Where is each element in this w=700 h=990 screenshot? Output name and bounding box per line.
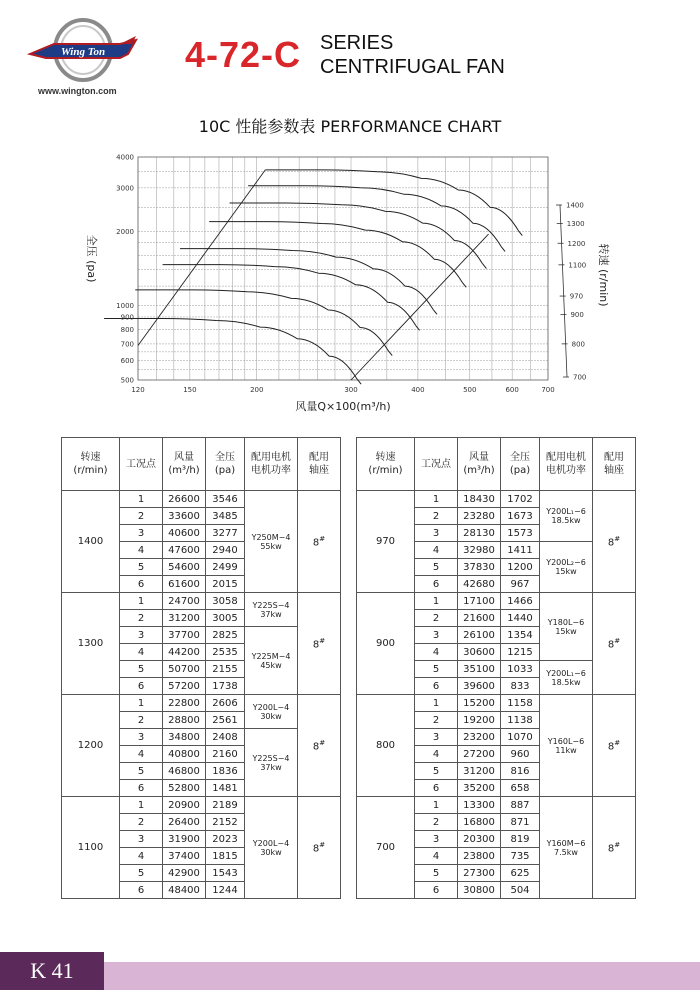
point-cell: 4	[120, 644, 163, 661]
y-axis-label: 全压 (pa)	[85, 234, 98, 283]
point-cell: 4	[415, 644, 458, 661]
y-tick-label: 3000	[116, 184, 134, 193]
pressure-cell: 1543	[206, 865, 245, 882]
pressure-cell: 3546	[206, 491, 245, 508]
flow-cell: 28800	[163, 712, 206, 729]
speed-tick-label: 1300	[566, 219, 585, 228]
y-tick-label: 800	[120, 326, 134, 335]
bearing-cell: 8#	[298, 491, 341, 593]
pressure-cell: 819	[501, 831, 540, 848]
header-motor: 配用电机 电机功率	[245, 438, 298, 491]
pressure-cell: 2160	[206, 746, 245, 763]
pressure-cell: 1738	[206, 678, 245, 695]
flow-cell: 30800	[458, 882, 501, 899]
flow-cell: 46800	[163, 763, 206, 780]
y-tick-label: 1000	[116, 302, 134, 311]
point-cell: 6	[120, 576, 163, 593]
x-axis-label: 风量Q×100(m³/h)	[295, 400, 391, 413]
bearing-cell: 8#	[298, 797, 341, 899]
flow-cell: 20900	[163, 797, 206, 814]
pressure-cell: 504	[501, 882, 540, 899]
point-cell: 6	[415, 576, 458, 593]
speed-tick-label: 800	[571, 340, 586, 349]
point-cell: 6	[120, 882, 163, 899]
bearing-cell: 8#	[593, 695, 636, 797]
flow-cell: 61600	[163, 576, 206, 593]
flow-cell: 22800	[163, 695, 206, 712]
x-tick-label: 700	[541, 386, 555, 394]
motor-cell: Y200L₁−6 18.5kw	[540, 661, 593, 695]
motor-cell: Y160M−6 7.5kw	[540, 797, 593, 899]
fan-type-label: CENTRIFUGAL FAN	[320, 56, 505, 78]
pressure-cell: 887	[501, 797, 540, 814]
pressure-cell: 3058	[206, 593, 245, 610]
flow-cell: 27300	[458, 865, 501, 882]
y-tick-label: 600	[120, 356, 134, 365]
pressure-cell: 1836	[206, 763, 245, 780]
point-cell: 6	[120, 780, 163, 797]
series-line-900	[163, 265, 416, 326]
x-tick-label: 300	[344, 386, 358, 394]
flow-cell: 57200	[163, 678, 206, 695]
speed-tick-label: 970	[569, 292, 584, 301]
motor-cell: Y200L₂−6 15kw	[540, 542, 593, 593]
speed-cell: 1300	[62, 593, 120, 695]
y-tick-label: 2000	[116, 227, 134, 236]
speed-cell: 1400	[62, 491, 120, 593]
pressure-cell: 2155	[206, 661, 245, 678]
flow-cell: 44200	[163, 644, 206, 661]
point-cell: 1	[120, 797, 163, 814]
flow-cell: 34800	[163, 729, 206, 746]
pressure-cell: 2152	[206, 814, 245, 831]
speed-axis	[560, 205, 567, 377]
point-cell: 4	[120, 746, 163, 763]
flow-cell: 26600	[163, 491, 206, 508]
header-flow: 风量 (m³/h)	[458, 438, 501, 491]
motor-cell: Y160L−6 11kw	[540, 695, 593, 797]
point-cell: 2	[120, 712, 163, 729]
flow-cell: 32980	[458, 542, 501, 559]
motor-cell: Y250M−4 55kw	[245, 491, 298, 593]
point-cell: 5	[120, 661, 163, 678]
wing-logo-icon	[24, 14, 142, 86]
header-speed: 转速 (r/min)	[62, 438, 120, 491]
flow-cell: 54600	[163, 559, 206, 576]
pressure-cell: 2561	[206, 712, 245, 729]
speed-cell: 1100	[62, 797, 120, 899]
x-tick-label: 500	[463, 386, 477, 394]
speed-cell: 970	[357, 491, 415, 593]
point-cell: 1	[415, 695, 458, 712]
speed-cell: 700	[357, 797, 415, 899]
pressure-cell: 2499	[206, 559, 245, 576]
chart-grid	[138, 157, 569, 380]
flow-cell: 37400	[163, 848, 206, 865]
series-line-1300	[248, 186, 501, 247]
flow-cell: 26400	[163, 814, 206, 831]
pressure-cell: 1138	[501, 712, 540, 729]
x-tick-label: 150	[183, 386, 197, 394]
flow-cell: 23800	[458, 848, 501, 865]
flow-cell: 21600	[458, 610, 501, 627]
point-cell: 1	[120, 491, 163, 508]
point-cell: 2	[415, 712, 458, 729]
point-cell: 1	[120, 695, 163, 712]
series-line-1200	[230, 203, 483, 264]
header-point: 工况点	[415, 438, 458, 491]
pressure-cell: 3005	[206, 610, 245, 627]
motor-cell: Y225S−4 37kw	[245, 593, 298, 627]
point-cell: 5	[120, 865, 163, 882]
point-cell: 1	[415, 797, 458, 814]
x-tick-label: 600	[505, 386, 519, 394]
pressure-cell: 1702	[501, 491, 540, 508]
motor-cell: Y225M−4 45kw	[245, 627, 298, 695]
flow-cell: 26100	[458, 627, 501, 644]
pressure-cell: 625	[501, 865, 540, 882]
flow-cell: 17100	[458, 593, 501, 610]
y-tick-label: 500	[120, 376, 134, 385]
pressure-cell: 1815	[206, 848, 245, 865]
bearing-cell: 8#	[298, 695, 341, 797]
series-end-1100	[462, 282, 466, 287]
pressure-cell: 2535	[206, 644, 245, 661]
flow-cell: 20300	[458, 831, 501, 848]
point-cell: 3	[415, 729, 458, 746]
pressure-cell: 2023	[206, 831, 245, 848]
pressure-cell: 1244	[206, 882, 245, 899]
series-end-800	[388, 351, 392, 356]
performance-chart	[60, 145, 640, 420]
point-cell: 3	[120, 729, 163, 746]
flow-cell: 31200	[163, 610, 206, 627]
pressure-cell: 1440	[501, 610, 540, 627]
point-cell: 5	[415, 661, 458, 678]
series-line-800	[135, 290, 388, 351]
flow-cell: 33600	[163, 508, 206, 525]
table-row	[357, 491, 636, 508]
point-cell: 3	[415, 831, 458, 848]
point-cell: 6	[120, 678, 163, 695]
flow-cell: 23280	[458, 508, 501, 525]
header-bearing: 配用 轴座	[298, 438, 341, 491]
pressure-cell: 1673	[501, 508, 540, 525]
pressure-cell: 1573	[501, 525, 540, 542]
table-row	[62, 491, 341, 508]
page-number: K 41	[0, 952, 104, 990]
series-line-1400	[265, 170, 518, 231]
flow-cell: 39600	[458, 678, 501, 695]
speed-tick-label: 700	[573, 373, 587, 382]
table-row	[357, 695, 636, 712]
pressure-cell: 1070	[501, 729, 540, 746]
point-cell: 6	[415, 882, 458, 899]
header-flow: 风量 (m³/h)	[163, 438, 206, 491]
table-row	[62, 695, 341, 712]
speed-tick-label: 1100	[568, 261, 587, 270]
flow-cell: 13300	[458, 797, 501, 814]
point-cell: 4	[415, 848, 458, 865]
series-label: SERIES	[320, 32, 394, 54]
y-tick-label: 900	[120, 313, 134, 322]
series-end-970	[433, 309, 437, 314]
point-cell: 5	[415, 865, 458, 882]
header-speed: 转速 (r/min)	[357, 438, 415, 491]
point-cell: 2	[415, 814, 458, 831]
pressure-cell: 2606	[206, 695, 245, 712]
flow-cell: 16800	[458, 814, 501, 831]
table-row	[62, 797, 341, 814]
y-tick-label: 4000	[116, 153, 134, 162]
performance-table-left	[61, 437, 341, 899]
flow-cell: 52800	[163, 780, 206, 797]
point-cell: 3	[120, 627, 163, 644]
header-point: 工况点	[120, 438, 163, 491]
flow-cell: 15200	[458, 695, 501, 712]
envelope-right	[351, 234, 489, 380]
point-cell: 3	[415, 525, 458, 542]
motor-cell: Y200L−4 30kw	[245, 797, 298, 899]
chart-labels	[85, 154, 611, 414]
pressure-cell: 1033	[501, 661, 540, 678]
flow-cell: 19200	[458, 712, 501, 729]
pressure-cell: 2189	[206, 797, 245, 814]
flow-cell: 40600	[163, 525, 206, 542]
point-cell: 5	[120, 763, 163, 780]
bearing-cell: 8#	[298, 593, 341, 695]
flow-cell: 28130	[458, 525, 501, 542]
pressure-cell: 871	[501, 814, 540, 831]
point-cell: 5	[415, 559, 458, 576]
motor-cell: Y180L−6 15kw	[540, 593, 593, 661]
pressure-cell: 2408	[206, 729, 245, 746]
speed-cell: 900	[357, 593, 415, 695]
pressure-cell: 816	[501, 763, 540, 780]
pressure-cell: 2940	[206, 542, 245, 559]
x-tick-label: 400	[411, 386, 425, 394]
point-cell: 4	[415, 542, 458, 559]
point-cell: 2	[120, 814, 163, 831]
speed-cell: 800	[357, 695, 415, 797]
point-cell: 6	[415, 678, 458, 695]
motor-cell: Y200L−4 30kw	[245, 695, 298, 729]
point-cell: 4	[120, 848, 163, 865]
table-row	[357, 797, 636, 814]
point-cell: 6	[415, 780, 458, 797]
pressure-cell: 1158	[501, 695, 540, 712]
pressure-cell: 2825	[206, 627, 245, 644]
header-pressure: 全压 (pa)	[501, 438, 540, 491]
motor-cell: Y200L₁−6 18.5kw	[540, 491, 593, 542]
point-cell: 1	[415, 491, 458, 508]
performance-table-right	[356, 437, 636, 899]
pressure-cell: 1466	[501, 593, 540, 610]
model-title: 4-72-C	[185, 34, 302, 75]
bearing-cell: 8#	[593, 593, 636, 695]
point-cell: 2	[120, 610, 163, 627]
series-line-1100	[209, 222, 462, 283]
flow-cell: 35200	[458, 780, 501, 797]
point-cell: 2	[120, 508, 163, 525]
motor-cell: Y225S−4 37kw	[245, 729, 298, 797]
pressure-cell: 1200	[501, 559, 540, 576]
speed-tick-label: 900	[570, 311, 584, 320]
speed-tick-label: 1200	[567, 239, 586, 248]
series-end-1300	[501, 246, 505, 251]
flow-cell: 47600	[163, 542, 206, 559]
series-end-1200	[482, 264, 486, 269]
point-cell: 4	[120, 542, 163, 559]
flow-cell: 35100	[458, 661, 501, 678]
chart-title: 10C 性能参数表 PERFORMANCE CHART	[198, 117, 502, 136]
point-cell: 3	[120, 831, 163, 848]
pressure-cell: 1411	[501, 542, 540, 559]
bearing-cell: 8#	[593, 491, 636, 593]
point-cell: 2	[415, 610, 458, 627]
point-cell: 5	[415, 763, 458, 780]
speed-cell: 1200	[62, 695, 120, 797]
flow-cell: 31200	[458, 763, 501, 780]
point-cell: 2	[415, 508, 458, 525]
pressure-cell: 2015	[206, 576, 245, 593]
pressure-cell: 1481	[206, 780, 245, 797]
pressure-cell: 3485	[206, 508, 245, 525]
table-row	[357, 593, 636, 610]
x-tick-label: 120	[131, 386, 145, 394]
header-bearing: 配用 轴座	[593, 438, 636, 491]
pressure-cell: 658	[501, 780, 540, 797]
header-pressure: 全压 (pa)	[206, 438, 245, 491]
point-cell: 3	[120, 525, 163, 542]
x-tick-label: 200	[250, 386, 264, 394]
flow-cell: 40800	[163, 746, 206, 763]
flow-cell: 18430	[458, 491, 501, 508]
pressure-cell: 960	[501, 746, 540, 763]
y-tick-label: 700	[120, 340, 134, 349]
footer-band	[0, 962, 700, 990]
flow-cell: 37830	[458, 559, 501, 576]
pressure-cell: 967	[501, 576, 540, 593]
flow-cell: 50700	[163, 661, 206, 678]
point-cell: 5	[120, 559, 163, 576]
flow-cell: 42900	[163, 865, 206, 882]
y2-axis-label: 转速 (r/min)	[597, 243, 610, 307]
pressure-cell: 735	[501, 848, 540, 865]
flow-cell: 27200	[458, 746, 501, 763]
flow-cell: 31900	[163, 831, 206, 848]
flow-cell: 30600	[458, 644, 501, 661]
flow-cell: 23200	[458, 729, 501, 746]
logo-brand-text: Wing Ton	[60, 46, 106, 58]
point-cell: 4	[415, 746, 458, 763]
flow-cell: 42680	[458, 576, 501, 593]
bearing-cell: 8#	[593, 797, 636, 899]
pressure-cell: 1354	[501, 627, 540, 644]
point-cell: 1	[415, 593, 458, 610]
flow-cell: 37700	[163, 627, 206, 644]
header-motor: 配用电机 电机功率	[540, 438, 593, 491]
website-url: www.wington.com	[38, 86, 117, 96]
speed-tick-label: 1400	[566, 201, 584, 210]
pressure-cell: 3277	[206, 525, 245, 542]
flow-cell: 48400	[163, 882, 206, 899]
table-row	[62, 593, 341, 610]
point-cell: 1	[120, 593, 163, 610]
point-cell: 3	[415, 627, 458, 644]
flow-cell: 24700	[163, 593, 206, 610]
pressure-cell: 833	[501, 678, 540, 695]
pressure-cell: 1215	[501, 644, 540, 661]
